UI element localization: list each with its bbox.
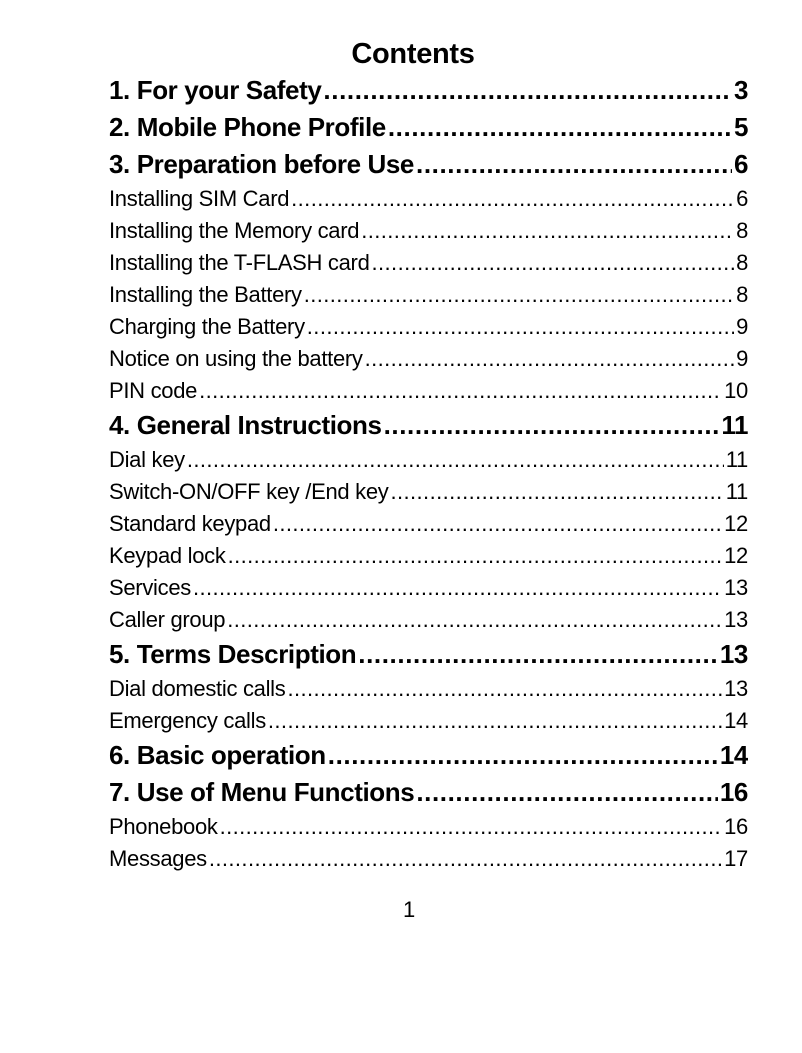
toc-entry-label: 1. For your Safety: [109, 75, 322, 105]
toc-entry-label: Installing the Battery: [109, 282, 302, 307]
toc-entry-page: 6: [733, 149, 748, 179]
toc-entry-label: PIN code: [109, 378, 198, 403]
toc-entry[interactable]: [109, 705, 748, 737]
toc-entry[interactable]: [109, 279, 748, 311]
toc-entry[interactable]: [109, 183, 748, 215]
dot-leader: [384, 407, 720, 444]
toc-entry-page: 14: [719, 740, 748, 770]
toc-entry-label: Keypad lock: [109, 543, 226, 568]
toc-entry[interactable]: [109, 636, 748, 673]
toc-entry[interactable]: [109, 843, 748, 875]
toc-entry[interactable]: [109, 146, 748, 183]
toc-entry-label: Installing the Memory card: [109, 218, 360, 243]
toc-entry-label: Standard keypad: [109, 511, 271, 536]
toc-entry-page: 16: [724, 814, 748, 839]
dot-leader: [361, 215, 734, 247]
toc-entry-label: Charging the Battery: [109, 314, 305, 339]
toc-entry-page: 8: [736, 250, 748, 275]
toc-entry-label: Caller group: [109, 607, 226, 632]
toc-entry-label: Installing the T-FLASH card: [109, 250, 370, 275]
toc-entry-page: 11: [725, 479, 748, 504]
toc-entry-page: 10: [724, 378, 748, 403]
dot-leader: [209, 843, 722, 875]
dot-leader: [416, 774, 718, 811]
dot-leader: [199, 375, 722, 407]
dot-leader: [358, 636, 718, 673]
toc-entry-label: Messages: [109, 846, 207, 871]
toc-entry[interactable]: [109, 444, 748, 476]
toc-entry[interactable]: [109, 540, 748, 572]
dot-leader: [193, 572, 722, 604]
toc-entry[interactable]: [109, 572, 748, 604]
toc-entry[interactable]: [109, 375, 748, 407]
toc-entry[interactable]: [109, 343, 748, 375]
toc-entry-label: 4. General Instructions: [109, 410, 382, 440]
dot-leader: [365, 343, 734, 375]
toc-entry-page: 8: [736, 218, 748, 243]
toc-entry-page: 9: [736, 314, 748, 339]
dot-leader: [307, 311, 734, 343]
dot-leader: [416, 146, 732, 183]
toc-entry-page: 6: [736, 186, 748, 211]
toc-entry[interactable]: [109, 407, 748, 444]
dot-leader: [323, 72, 732, 109]
page-number: 1: [403, 897, 416, 922]
toc-entry[interactable]: [109, 673, 748, 705]
toc-entry-label: 2. Mobile Phone Profile: [109, 112, 386, 142]
toc-entry-page: 3: [733, 75, 748, 105]
toc-entry-page: 11: [725, 447, 748, 472]
toc-entry-label: Dial key: [109, 447, 185, 472]
toc-entry[interactable]: [109, 476, 748, 508]
toc-entry-page: 8: [736, 282, 748, 307]
dot-leader: [304, 279, 734, 311]
dot-leader: [328, 737, 718, 774]
toc-entry-label: Installing SIM Card: [109, 186, 290, 211]
toc-entry[interactable]: [109, 215, 748, 247]
dot-leader: [372, 247, 735, 279]
toc-entry[interactable]: [109, 247, 748, 279]
toc-entry-page: 13: [719, 639, 748, 669]
toc-entry[interactable]: [109, 311, 748, 343]
toc-entry[interactable]: [109, 811, 748, 843]
toc-entry-page: 13: [724, 607, 748, 632]
dot-leader: [291, 183, 734, 215]
page-title: Contents: [351, 38, 475, 70]
toc-entry-page: 5: [733, 112, 748, 142]
toc-entry-label: 6. Basic operation: [109, 740, 326, 770]
toc-entry-page: 16: [719, 777, 748, 807]
toc-entry[interactable]: [109, 72, 748, 109]
toc-entry-page: 12: [724, 511, 748, 536]
toc-entry-label: Dial domestic calls: [109, 676, 286, 701]
dot-leader: [287, 673, 722, 705]
toc-entry-label: 7. Use of Menu Functions: [109, 777, 415, 807]
toc-entry[interactable]: [109, 508, 748, 540]
table-of-contents: [109, 72, 748, 875]
toc-entry[interactable]: [109, 774, 748, 811]
toc-entry[interactable]: [109, 109, 748, 146]
dot-leader: [228, 540, 723, 572]
toc-entry-page: 14: [724, 708, 748, 733]
toc-entry-page: 13: [724, 575, 748, 600]
toc-entry-label: Emergency calls: [109, 708, 266, 733]
toc-entry-label: 3. Preparation before Use: [109, 149, 414, 179]
dot-leader: [220, 811, 723, 843]
toc-entry-page: 17: [724, 846, 748, 871]
toc-entry-page: 11: [721, 410, 748, 440]
toc-entry-label: Phonebook: [109, 814, 218, 839]
toc-entry-label: Services: [109, 575, 191, 600]
toc-entry-label: Notice on using the battery: [109, 346, 363, 371]
toc-entry-page: 9: [736, 346, 748, 371]
toc-entry-page: 13: [724, 676, 748, 701]
dot-leader: [268, 705, 722, 737]
dot-leader: [388, 109, 732, 146]
dot-leader: [391, 476, 724, 508]
toc-entry-label: Switch-ON/OFF key /End key: [109, 479, 389, 504]
toc-entry[interactable]: [109, 737, 748, 774]
toc-entry[interactable]: [109, 604, 748, 636]
dot-leader: [187, 444, 724, 476]
toc-entry-label: 5. Terms Description: [109, 639, 357, 669]
dot-leader: [227, 604, 722, 636]
toc-entry-page: 12: [724, 543, 748, 568]
dot-leader: [273, 508, 722, 540]
